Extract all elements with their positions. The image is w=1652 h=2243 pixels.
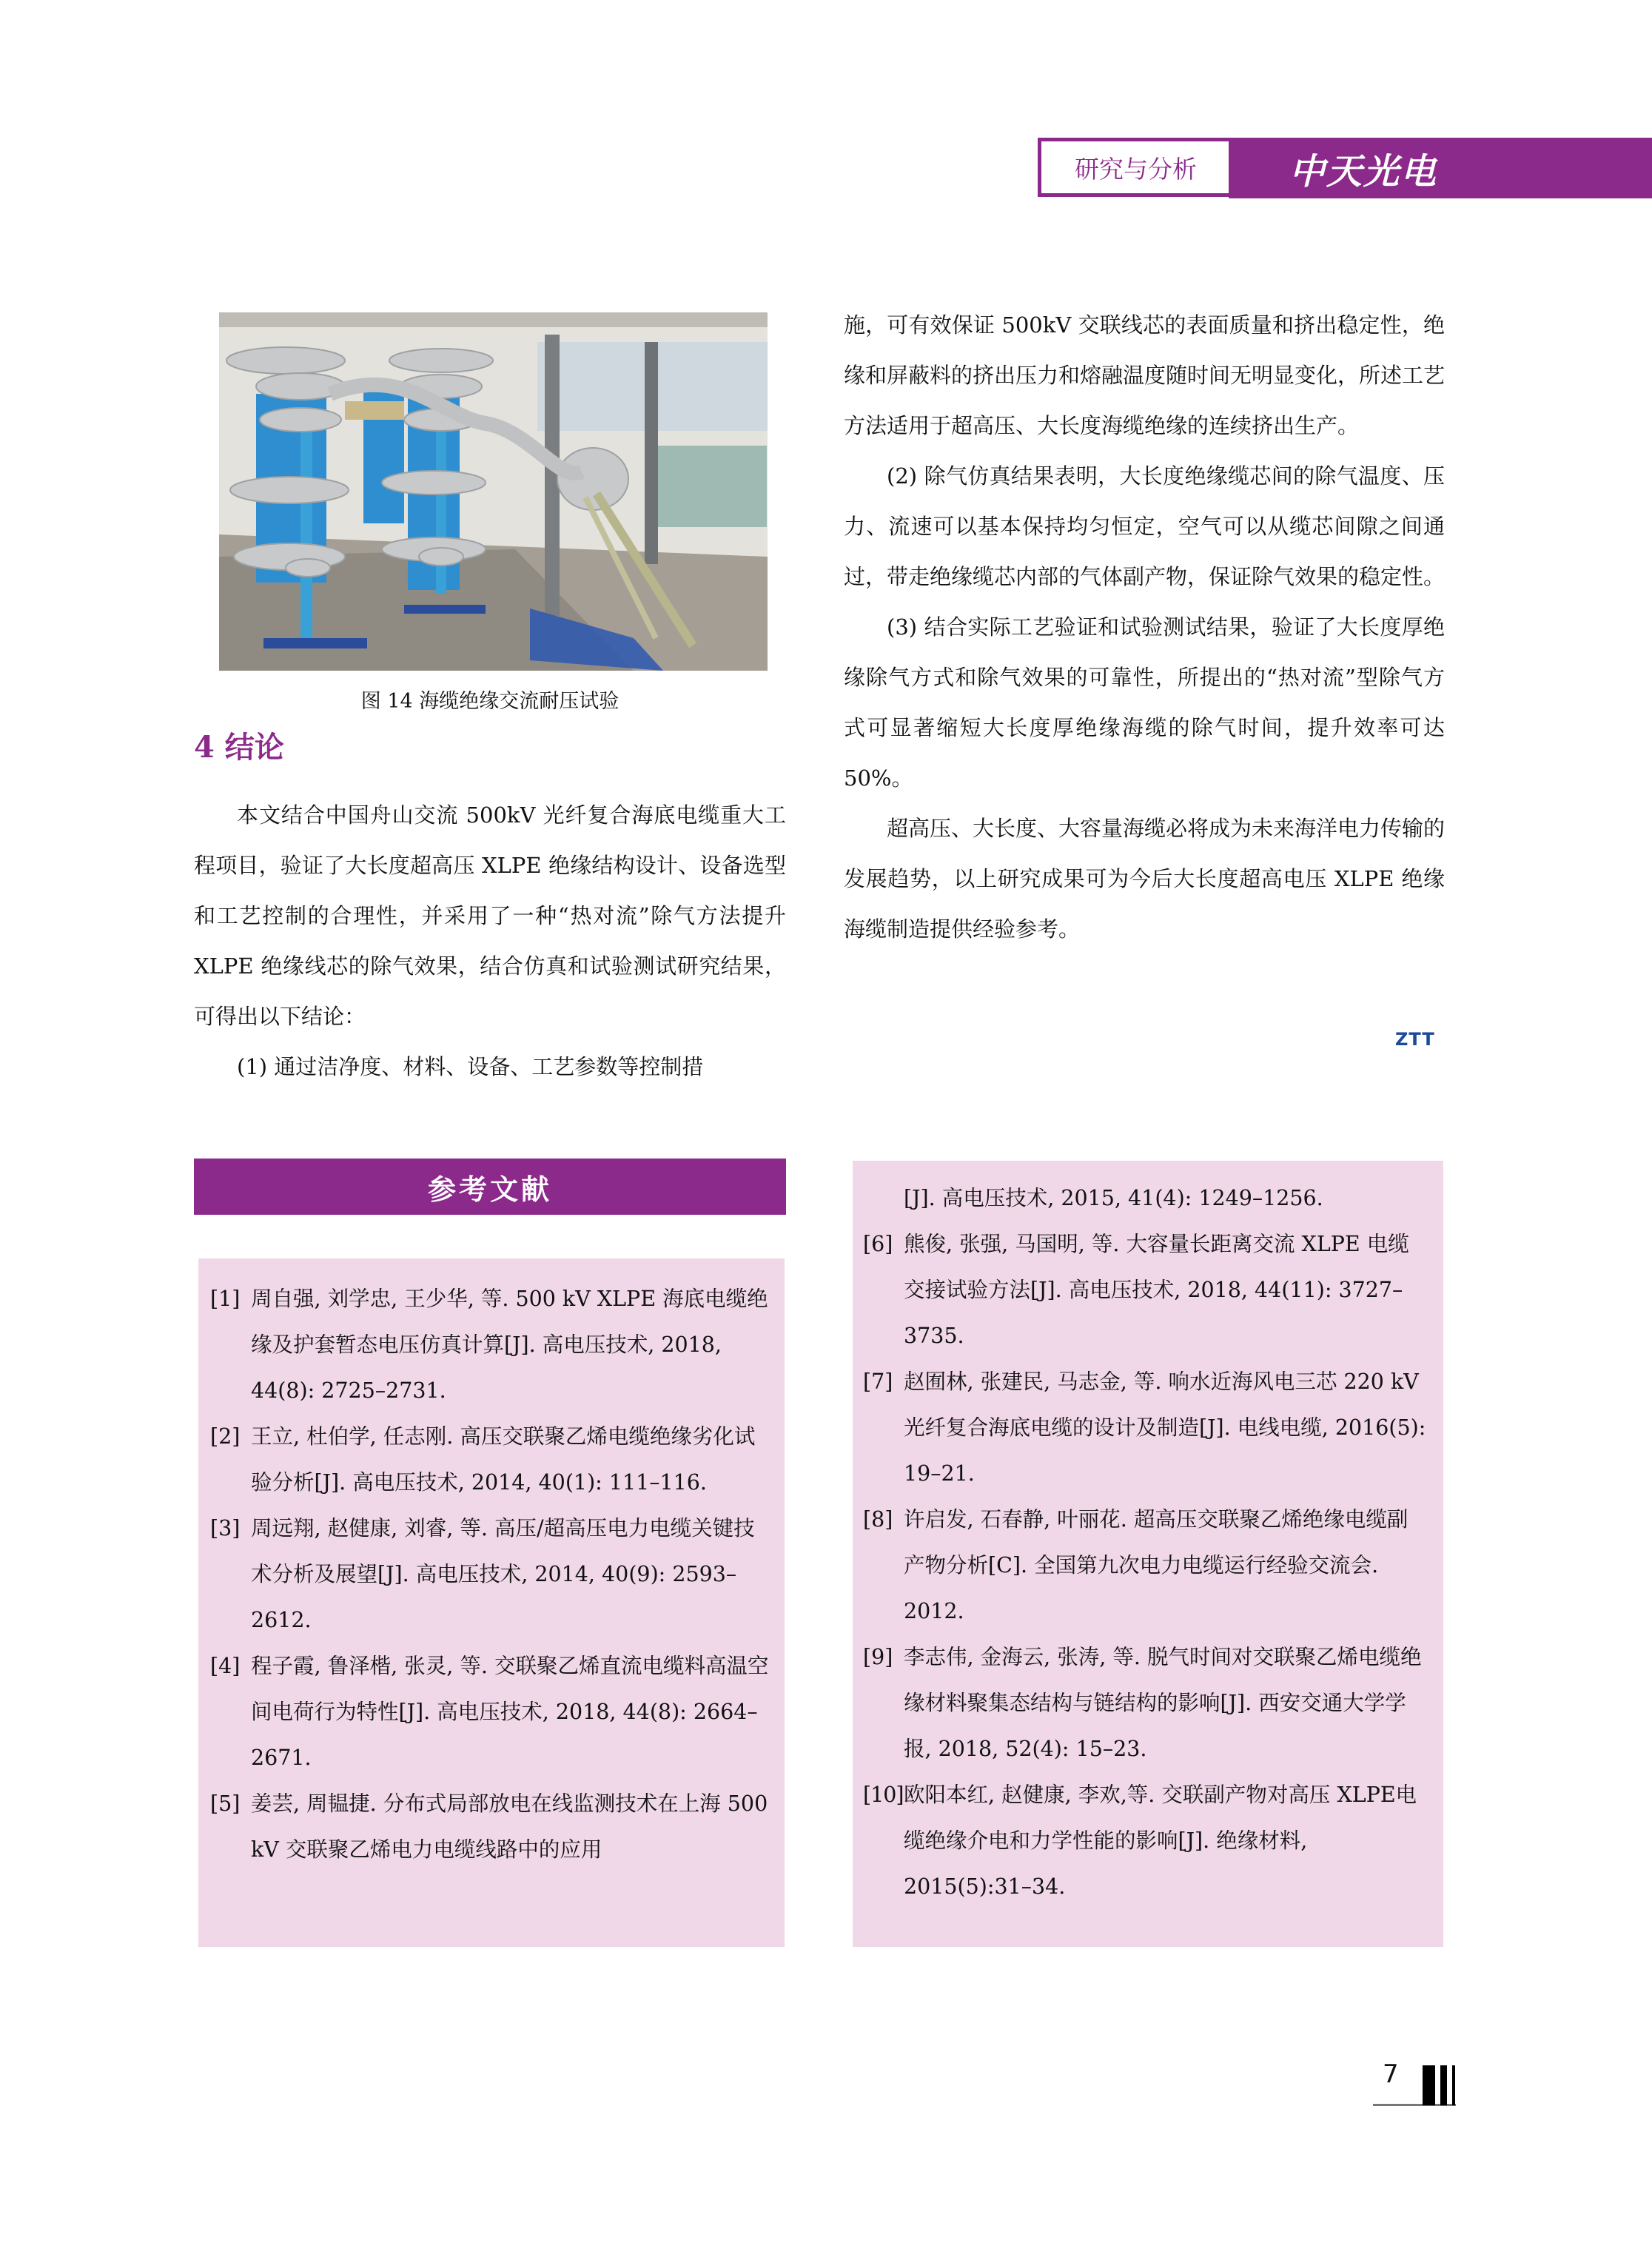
reference-number: [3] bbox=[210, 1516, 241, 1540]
reference-item bbox=[863, 1359, 1428, 1497]
brand-banner bbox=[1229, 138, 1652, 198]
references-right-box bbox=[853, 1161, 1443, 1947]
body-left-column bbox=[194, 790, 786, 1092]
reference-text: 周自强, 刘学忠, 王少华, 等. 500 kV XLPE 海底电缆绝缘及护套暂态电压仿真计算[J]. 高电压技术, 2018, 44(8): 2725–2731. bbox=[251, 1287, 768, 1403]
page-bar-icon bbox=[1440, 2065, 1447, 2105]
references-heading-bar bbox=[194, 1159, 786, 1215]
body-right-column bbox=[844, 300, 1445, 954]
paragraph: 本文结合中国舟山交流 500kV 光纤复合海底电缆重大工程项目，验证了大长度超高压 XLPE 绝缘结构设计、设备选型和工艺控制的合理性，并采用了一种“热对流”除气方法提升 XLPE 绝缘线芯的除气效果，结合仿真和试验测试研究结果，可得出以下结论： bbox=[194, 802, 786, 1029]
reference-number: [5] bbox=[210, 1791, 241, 1816]
reference-item bbox=[863, 1635, 1428, 1772]
references-left-box bbox=[198, 1258, 785, 1947]
page-bar-icon bbox=[1452, 2065, 1455, 2105]
reference-number: [1] bbox=[210, 1287, 241, 1311]
reference-item bbox=[210, 1276, 770, 1414]
reference-item bbox=[210, 1781, 770, 1873]
reference-number: [9] bbox=[863, 1645, 893, 1669]
reference-number: [2] bbox=[210, 1424, 241, 1449]
references-title: 参考文献 bbox=[427, 1172, 552, 1206]
reference-item bbox=[863, 1772, 1428, 1910]
reference-number: [4] bbox=[210, 1654, 241, 1678]
reference-number: [6] bbox=[863, 1232, 893, 1256]
paragraph: 超高压、大长度、大容量海缆必将成为未来海洋电力传输的发展趋势，以上研究成果可为今后大长度超高电压 XLPE 绝缘海缆制造提供经验参考。 bbox=[844, 816, 1446, 942]
section-heading: 4 结论 bbox=[194, 730, 284, 765]
reference-text: 熊俊, 张强, 马国明, 等. 大容量长距离交流 XLPE 电缆交接试验方法[J]. 高电压技术, 2018, 44(11): 3727–3735. bbox=[904, 1232, 1409, 1348]
test-hall-photo-icon bbox=[219, 312, 768, 671]
reference-text: 李志伟, 金海云, 张涛, 等. 脱气时间对交联聚乙烯电缆绝缘材料聚集态结构与链结构的影响[J]. 西安交通大学学报, 2018, 52(4): 15–23. bbox=[904, 1645, 1422, 1761]
reference-number: [10] bbox=[863, 1783, 904, 1807]
reference-text: 许启发, 石春静, 叶丽花. 超高压交联聚乙烯绝缘电缆副产物分析[C]. 全国第九次电力电缆运行经验交流会. 2012. bbox=[904, 1507, 1408, 1623]
reference-text: 程子霞, 鲁泽楷, 张灵, 等. 交联聚乙烯直流电缆料高温空间电荷行为特性[J]. 高电压技术, 2018, 44(8): 2664–2671. bbox=[251, 1654, 769, 1770]
reference-continuation: [J]. 高电压技术, 2015, 41(4): 1249–1256. bbox=[904, 1186, 1323, 1210]
reference-text: 周远翔, 赵健康, 刘睿, 等. 高压/超高压电力电缆关键技术分析及展望[J]. 高电压技术, 2014, 40(9): 2593–2612. bbox=[251, 1516, 755, 1632]
paragraph: 施，可有效保证 500kV 交联线芯的表面质量和挤出稳定性，绝缘和屏蔽料的挤出压力和熔融温度随时间无明显变化，所述工艺方法适用于超高压、大长度海缆绝缘的连续挤出生产。 bbox=[844, 312, 1446, 438]
brand-logo-text: 中天光电 bbox=[1289, 150, 1438, 192]
reference-text: 欧阳本红, 赵健康, 李欢,等. 交联副产物对高压 XLPE电缆绝缘介电和力学性能的影响[J]. 绝缘材料, 2015(5):31–34. bbox=[904, 1783, 1417, 1899]
page-bar-icon bbox=[1423, 2065, 1435, 2105]
reference-item bbox=[863, 1497, 1428, 1635]
reference-item bbox=[210, 1643, 770, 1781]
reference-text: 姜芸, 周韫捷. 分布式局部放电在线监测技术在上海 500 kV 交联聚乙烯电力电缆线路中的应用 bbox=[251, 1791, 768, 1862]
reference-text: 王立, 杜伯学, 任志刚. 高压交联聚乙烯电缆绝缘劣化试验分析[J]. 高电压技术, 2014, 40(1): 111–116. bbox=[251, 1424, 756, 1495]
section-label-text: 研究与分析 bbox=[1075, 154, 1197, 184]
reference-text: 赵囿林, 张建民, 马志金, 等. 响水近海风电三芯 220 kV 光纤复合海底电缆的设计及制造[J]. 电线电缆, 2016(5): 19–21. bbox=[904, 1369, 1426, 1486]
figure-photo bbox=[219, 312, 768, 671]
paragraph: (3) 结合实际工艺验证和试验测试结果，验证了大长度厚绝缘除气方式和除气效果的可靠性，所提出的“热对流”型除气方式可显著缩短大长度厚绝缘海缆的除气时间，提升效率可达 50%。 bbox=[844, 614, 1445, 791]
figure-caption: 图 14 海缆绝缘交流耐压试验 bbox=[360, 690, 620, 713]
paragraph: (2) 除气仿真结果表明，大长度绝缘缆芯间的除气温度、压力、流速可以基本保持均匀恒定，空气可以从缆芯间隙之间通过，带走绝缘缆芯内部的气体副产物，保证除气效果的稳定性。 bbox=[844, 463, 1446, 589]
reference-item bbox=[210, 1506, 770, 1643]
reference-item bbox=[210, 1414, 770, 1506]
paragraph: (1) 通过洁净度、材料、设备、工艺参数等控制措 bbox=[237, 1054, 704, 1079]
reference-number: [8] bbox=[863, 1507, 893, 1532]
ztt-end-mark-icon: ZTT bbox=[1395, 1029, 1435, 1050]
page-number: 7 bbox=[1383, 2059, 1399, 2089]
reference-item bbox=[863, 1221, 1428, 1359]
section-label bbox=[1038, 138, 1230, 197]
reference-number: [7] bbox=[863, 1369, 893, 1394]
